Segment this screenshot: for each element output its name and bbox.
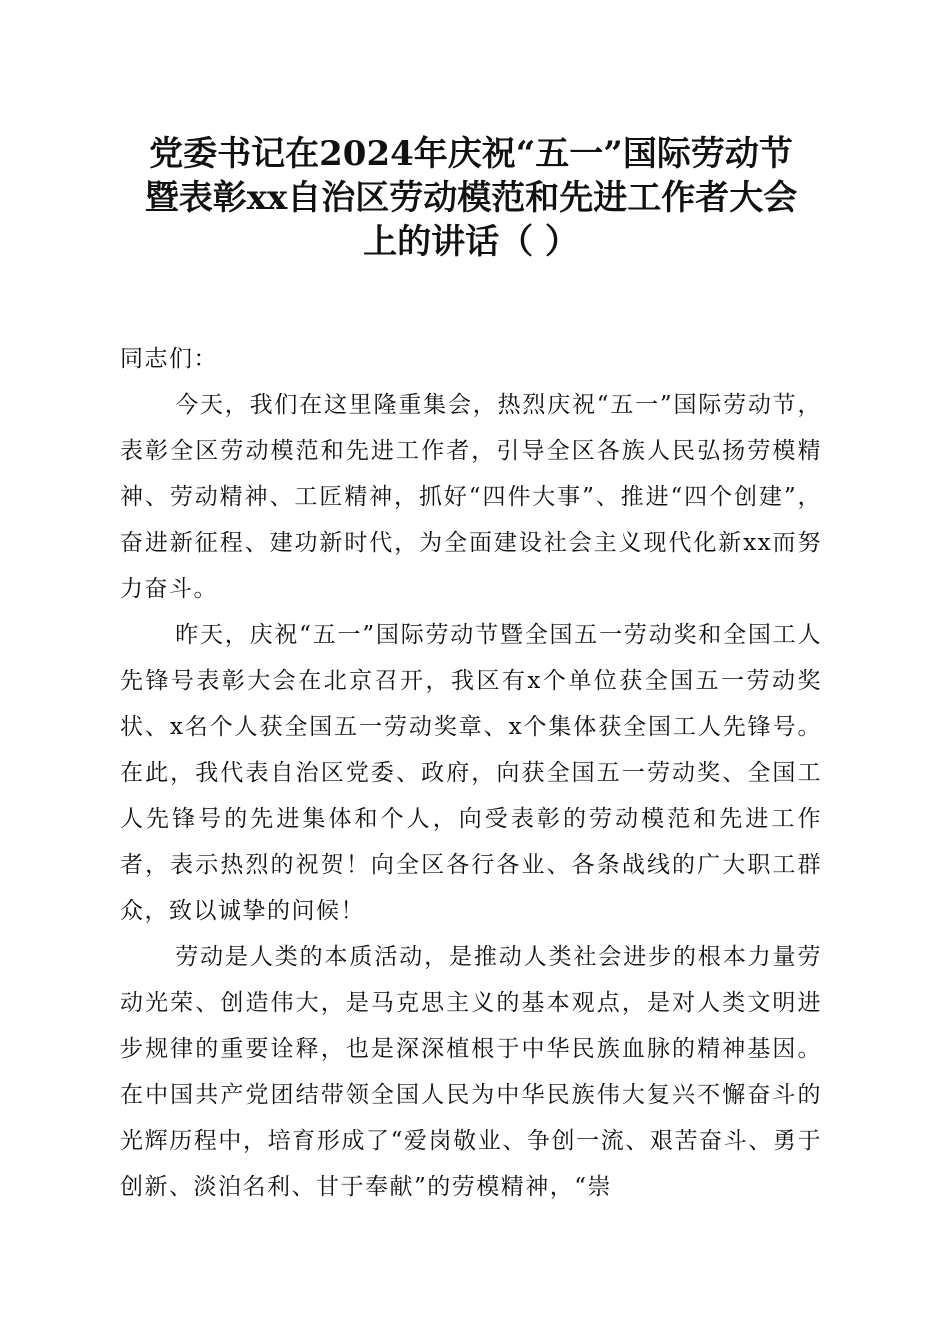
paragraph-3: 劳动是人类的本质活动，是推动人类社会进步的根本力量劳动光荣、创造伟大，是马克思主义的基本观点，是对人类文明进步规律的重要诠释，也是深深植根于中华民族血脉的精神基因。在中国共产党团结带领全国人民为中华民族伟大复兴不懈奋斗的光辉历程中，培育形成了“爱岗敬业、争创一流、艰苦奋斗、勇于创新、淡泊名利、甘于奉献”的劳模精神，“崇: [120, 944, 822, 1200]
title-line-2: 暨表彰xx自治区劳动模范和先进工作者大会: [144, 178, 798, 218]
paragraph-2: 昨天，庆祝“五一”国际劳动节暨全国五一劳动奖和全国工人先锋号表彰大会在北京召开，我区有x个单位获全国五一劳动奖状、x名个人获全国五一劳动奖章、x个集体获全国工人先锋号。在此，我代表自治区党委、政府，向获全国五一劳动奖、全国工人先锋号的先进集体和个人，向受表彰的劳动模范和先进工作者，表示热烈的祝贺！向全区各行各业、各条战线的广大职工群众，致以诚挚的问候！: [120, 622, 822, 924]
title-line-3: 上的讲话（ ）: [363, 222, 579, 262]
paragraph-1: 今天，我们在这里隆重集会，热烈庆祝“五一”国际劳动节，表彰全区劳动模范和先进工作者，引导全区各族人民弘扬劳模精神、劳动精神、工匠精神，抓好“四件大事”、推进“四个创建”，奋进新征程、建功新时代，为全面建设社会主义现代化新xx而努力奋斗。: [120, 392, 822, 602]
document-body: [120, 336, 822, 1210]
document-title: [120, 132, 822, 264]
salutation: 同志们：: [120, 346, 218, 372]
title-line-1: 党委书记在2024年庆祝“五一”国际劳动节: [149, 134, 793, 174]
